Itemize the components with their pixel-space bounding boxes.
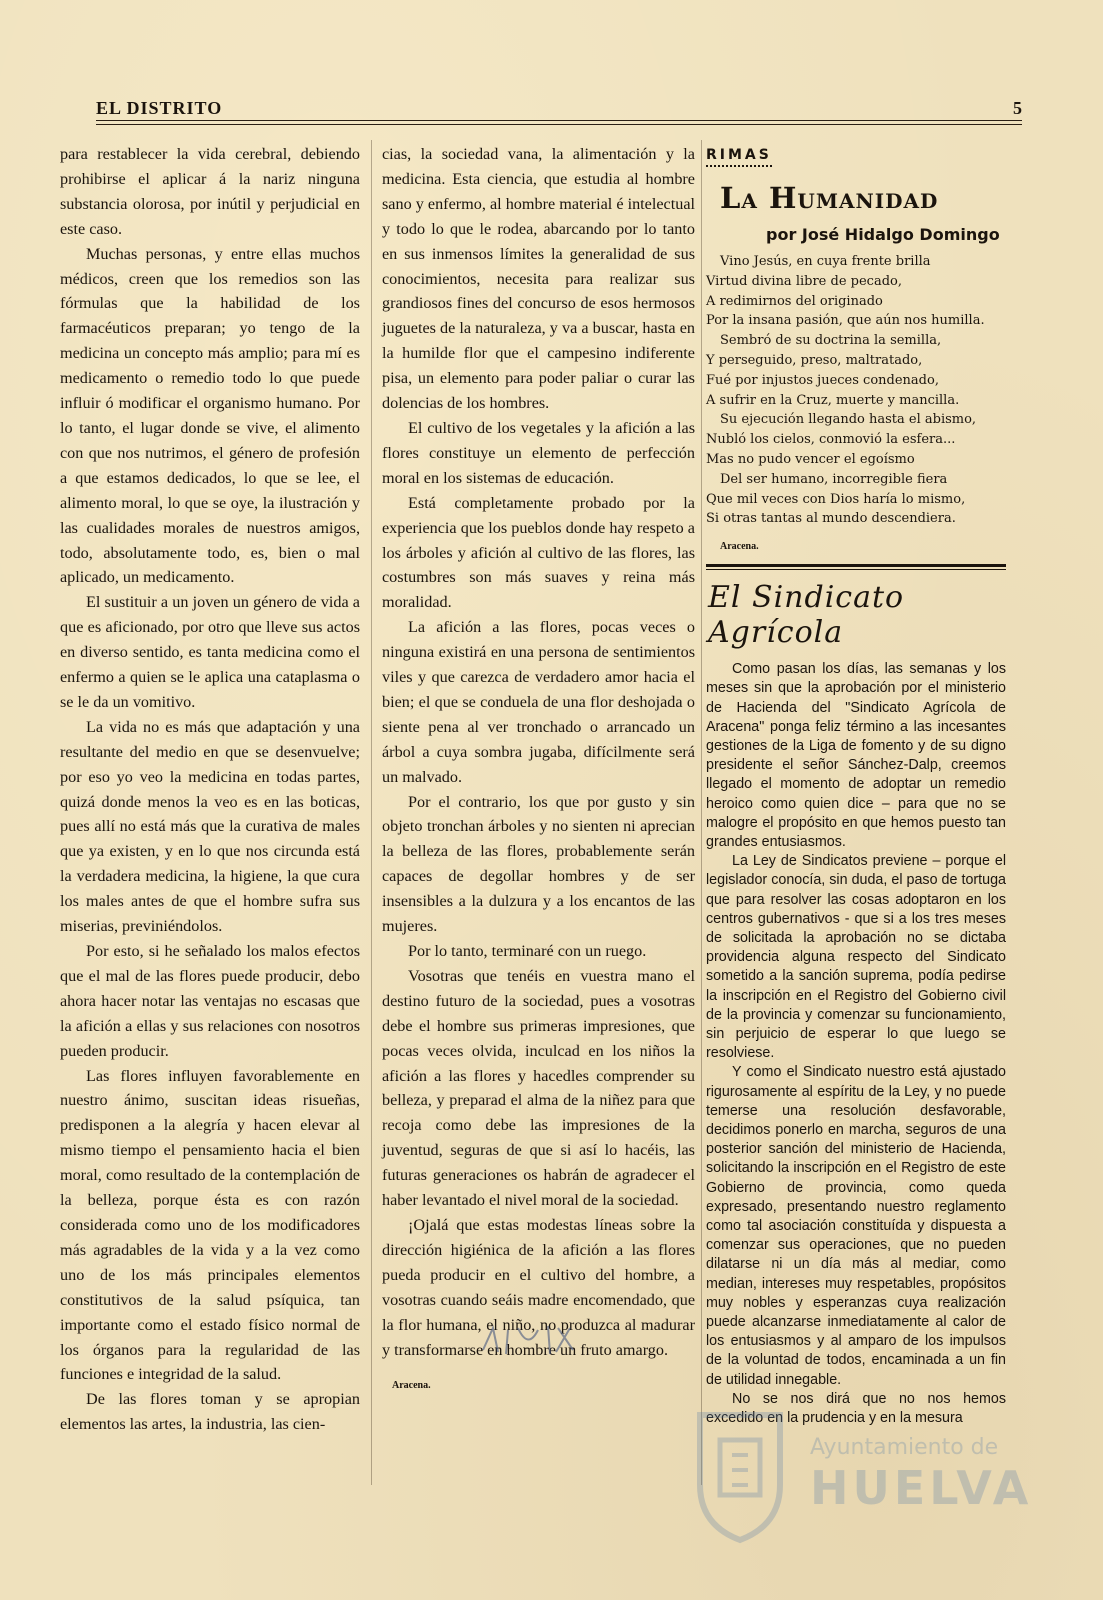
poem-line: Y perseguido, preso, maltratado, bbox=[706, 352, 923, 368]
page-number: 5 bbox=[1013, 98, 1022, 118]
paragraph: Las flores influyen favorablemente en nuestro ánimo, suscitan ideas risueñas, predisponen a la alegría y hacen elevar al mismo tiempo el pensamiento hacia el bien moral, como resultado de la contemplación de la belleza, porque ésta es con razón considerada como uno de los modificadores más agradables de la vida y a la vez como uno de los más principales elementos constitutivos de la salud psíquica, tan importante como el estado físico normal de los órganos para la regularidad de las funciones e integridad de la salud. bbox=[60, 1066, 360, 1384]
watermark-line-2: HUELVA bbox=[810, 1461, 1033, 1515]
poem-line: Nubló los cielos, conmovió la esfera... bbox=[706, 432, 956, 448]
paragraph: La Ley de Sindicatos previene – porque el legislador conocía, sin duda, el paso de tortuga que para resolver las cosas adoptaron en los centros gubernativos - que si a los tres meses de solicitada la aprobación no se dictaba providencia alguna respecto del Sindicato sometido a la sanción suprema, podía pedirse la inscripción en el Registro del Gobierno civil de la provincia y comenzar su funcionamiento, sin perjuicio de esperar lo que luego se resolviese. bbox=[706, 853, 1006, 1062]
article-column-2 bbox=[382, 142, 695, 1399]
header-rule-thin bbox=[96, 124, 1022, 125]
paragraph: Por lo tanto, terminaré con un ruego. bbox=[408, 942, 647, 960]
poem-line: Virtud divina libre de pecado, bbox=[706, 273, 902, 289]
paragraph: Está completamente probado por la experiencia que los pueblos donde hay respeto a los árboles y afición al cultivo de las flores, las costumbres son más suaves y reina más moralidad. bbox=[382, 493, 695, 612]
article-body bbox=[706, 660, 1006, 1428]
poem bbox=[706, 252, 1006, 529]
paragraph: Por el contrario, los que por gusto y sin objeto tronchan árboles y no sienten ni aprecian la belleza de las flores, probablemente serán capaces de degollar hombres y de ser insensibles a la dulzura y a los encantos de las mujeres. bbox=[382, 792, 695, 936]
poem-byline: por José Hidalgo Domingo bbox=[766, 225, 1000, 244]
section-heading: RIMAS bbox=[706, 147, 772, 167]
paragraph: La vida no es más que adaptación y una resultante del medio en que se desenvuelve; por eso yo veo la medicina en todas partes, quizá donde menos la veo es en las boticas, pues allí no está más que la curativa de males que ya existen, y en lo que nos circunda está la verdadera medicina, la higiene, la que cura los males antes de que el hombre sufra sus miserias, previniéndolos. bbox=[60, 717, 360, 936]
page-header bbox=[96, 98, 1022, 116]
column-divider bbox=[371, 140, 372, 1485]
poem-line: Mas no pudo vencer el egoísmo bbox=[706, 451, 915, 467]
poem-line: Si otras tantas al mundo descendiera. bbox=[706, 511, 956, 527]
watermark-line-1: Ayuntamiento de bbox=[810, 1435, 999, 1460]
header-rule bbox=[96, 120, 1022, 121]
poem-line: Por la insana pasión, que aún nos humilla. bbox=[706, 313, 985, 329]
crest-icon bbox=[680, 1395, 800, 1545]
poem-line: A redimirnos del originado bbox=[706, 293, 883, 309]
paragraph: Y como el Sindicato nuestro está ajustado rigurosamente al espíritu de la Ley, y no puede temerse una resolución desfavorable, decidimos ponerlo en marcha, seguros de una posterior sanción del ministerio de Hacienda, solicitando la inscripción en el Registro de este Gobierno de provincia, como queda expresado, presentando nuestro reglamento como tal asociación constituída y dispuesta a comenzar sus operaciones, que no pueden dilatarse ni un día más al mediar, como median, intereses muy respetables, propósitos muy nobles y esperanzas cuya realización puede alcanzarse inmediatamente al calor de los entusiasmos y al amparo de los impulsos de la voluntad de todos, encaminada a un fin de utilidad innegable. bbox=[706, 1064, 1006, 1388]
paragraph: El sustituir a un joven un género de vida a que es aficionado, por otro que lleve sus actos en diverso sentido, es tanta medicina como el enfermo a quien se le aplica una cataplasma o se le da un vomitivo. bbox=[60, 593, 360, 711]
paragraph: cias, la sociedad vana, la alimentación y la medicina. Esta ciencia, que estudia al hombre sano y enfermo, al hombre material é intelectual y todo lo que le rodea, abarcando por lo tanto en sus inmensos límites la generalidad de sus conocimientos, necesita para realizar sus grandiosos fines del concurso de esos hermosos juguetes de la naturaleza, y va a buscar, hasta en la humilde flor que el campesino indiferente pisa, un elemento para poder paliar o curar las dolencias de los hombres. bbox=[382, 145, 695, 413]
paragraph: Como pasan los días, las semanas y los meses sin que la aprobación por el ministerio de Hacienda del "Sindicato Agrícola de Aracena" ponga feliz término a las incesantes gestiones de la Liga de fomento y de su digno presidente el señor Sánchez-Dalp, creemos llegado el momento de adoptar un remedio heroico como quien dice – para que no se malogre el propósito en que hemos puesto tan grandes entusiasmos. bbox=[706, 661, 1006, 850]
paragraph: Por esto, si he señalado los malos efectos que el mal de las flores puede producir, debo ahora hacer notar las ventajas no escasas que la afición a ellas y sus relaciones con nosotros pueden producir. bbox=[60, 942, 360, 1060]
paragraph: para restablecer la vida cerebral, debiendo prohibirse el aplicar á la nariz ninguna substancia olorosa, por inútil y perjudicial en este caso. bbox=[60, 145, 360, 238]
poem-line: Del ser humano, incorregible fiera bbox=[720, 471, 948, 487]
section-divider-thin bbox=[706, 569, 1006, 570]
section-divider bbox=[706, 564, 1006, 567]
handwritten-mark bbox=[478, 1320, 588, 1365]
poem-signature: Aracena. bbox=[720, 541, 759, 553]
poem-line: Sembró de su doctrina la semilla, bbox=[720, 333, 942, 349]
article-column-1 bbox=[60, 142, 360, 1437]
poem-line: Fué por injustos jueces condenado, bbox=[706, 372, 939, 388]
poem-line: Que mil veces con Dios haría lo mismo, bbox=[706, 491, 966, 507]
paragraph: De las flores toman y se apropian elementos las artes, la industria, las cien- bbox=[60, 1390, 360, 1434]
article-signature: Aracena. bbox=[392, 1380, 431, 1392]
paragraph: El cultivo de los vegetales y la afición a las flores constituye un elemento de perfección moral en los sistemas de educación. bbox=[382, 418, 695, 487]
article-title: El Sindicato Agrícola bbox=[708, 580, 905, 651]
poem-line: Su ejecución llegando hasta el abismo, bbox=[720, 412, 977, 428]
right-column bbox=[706, 146, 1006, 1428]
paragraph: La afición a las flores, pocas veces o ninguna existirá en una persona de sentimientos viles y que carezca de verdadero amor hacia el bien; el que se conduela de una flor deshojada o siente pena al ver tronchado o arrancado un árbol a cuya sombra jugaba, difícilmente será un malvado. bbox=[382, 618, 695, 786]
paragraph: Vosotras que tenéis en vuestra mano el destino futuro de la sociedad, pues a vosotras debe el hombre sus primeras impresiones, que pocas veces olvida, inculcad en los niños la afición a las flores y hacedles comprender su belleza, y preparad el alma de la niñez para que recoja como debe las impresiones de la juventud, seguras de que si así lo hacéis, las futuras generaciones os habrán de agradecer el haber levantado el nivel moral de la sociedad. bbox=[382, 966, 695, 1210]
poem-line: Vino Jesús, en cuya frente brilla bbox=[720, 254, 931, 269]
column-divider bbox=[701, 140, 702, 1485]
poem-title: La Humanidad bbox=[720, 181, 939, 215]
poem-line: A sufrir en la Cruz, muerte y mancilla. bbox=[706, 392, 960, 408]
paragraph: ¡Ojalá que estas modestas líneas sobre la dirección higiénica de la afición a las flores pueda producir en el cultivo del hombre, a vosotras cuando seáis madre encomendado, que la flor humana, el niño, no produzca al madurar y transformarse en hombre un fruto amargo. bbox=[382, 1215, 695, 1359]
watermark-stamp bbox=[680, 1395, 1033, 1555]
masthead: EL DISTRITO bbox=[96, 98, 223, 118]
paragraph: Muchas personas, y entre ellas muchos médicos, creen que los remedios son las fórmulas que la habilidad de los farmacéuticos preparan; yo tengo de la medicina un concepto más amplio; para mí es medicamento o remedio todo lo que puede influir ó modificar el organismo humano. Por lo tanto, el lugar donde se vive, el alimento con que nos nutrimos, el género de profesión a que estamos dedicados, lo que se lee, el alimento moral, lo que se oye, la ilustración y las cualidades morales de nuestros amigos, todo, absolutamente todo, es, bien o mal aplicado, un medicamento. bbox=[60, 244, 360, 587]
paragraph: No se nos dirá que no nos hemos excedido en la prudencia y en la mesura bbox=[706, 1390, 1006, 1427]
